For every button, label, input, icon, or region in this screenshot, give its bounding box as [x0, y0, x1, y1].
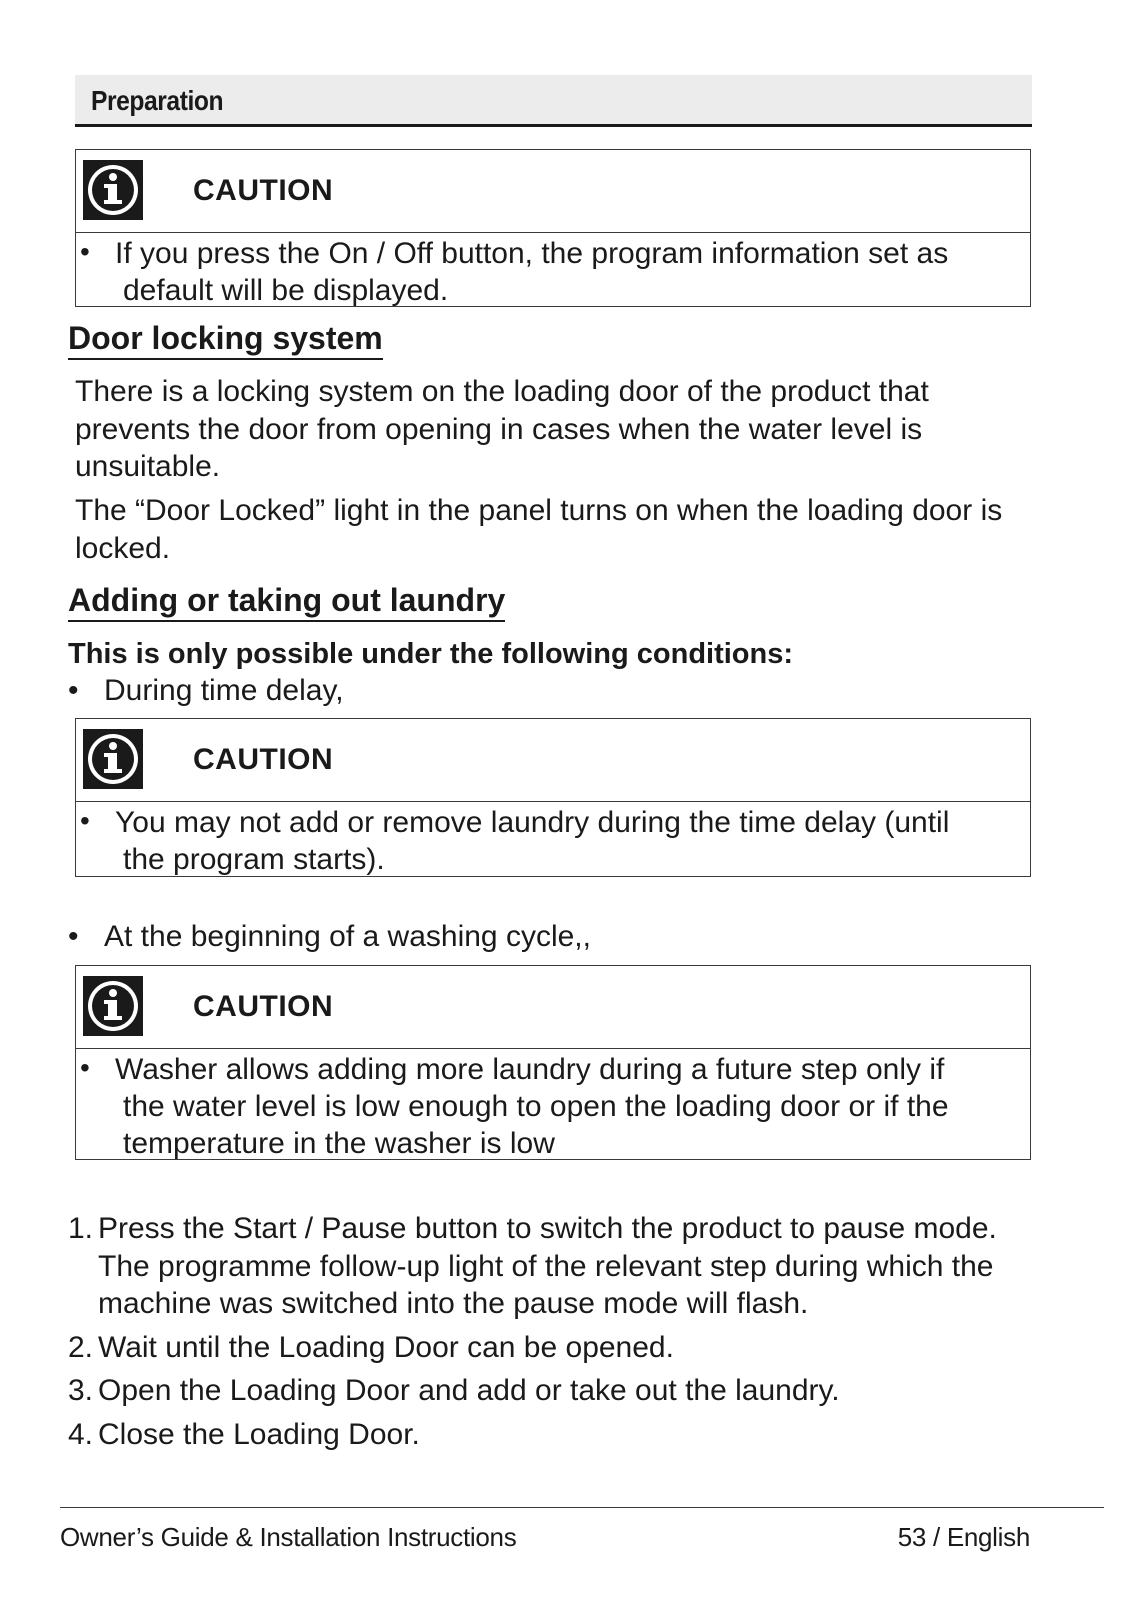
bullet-dot: • — [80, 236, 90, 267]
adding-heading: Adding or taking out laundry — [68, 582, 505, 622]
caution-title: CAUTION — [193, 743, 334, 776]
caution-line: If you press the On / Off button, the program information set as — [115, 237, 949, 270]
info-icon — [83, 160, 143, 220]
step-text: Close the Loading Door. — [98, 1417, 420, 1451]
step-number: 4. — [68, 1417, 94, 1451]
caution-body — [76, 802, 1030, 878]
caution-line: the water level is low enough to open the loading door or if the — [123, 1090, 949, 1123]
caution-body — [76, 1049, 1030, 1162]
caution-header — [76, 719, 1030, 802]
caution-line: the program starts). — [123, 843, 385, 876]
caution-box — [75, 965, 1031, 1160]
step-item — [68, 1372, 1028, 1410]
info-icon — [83, 976, 143, 1036]
bullet-washing-cycle — [68, 919, 591, 955]
step-text: Press the Start / Pause button to switch the product to pause mode. The programme follow-up light of the relevant step during which the machine was switched into the pause mode will flash. — [98, 1212, 997, 1320]
section-header — [75, 75, 1032, 127]
caution-box — [75, 149, 1031, 307]
bullet-time-delay — [68, 673, 344, 709]
section-title: Preparation — [91, 85, 224, 116]
caution-line: You may not add or remove laundry during the time delay (until — [115, 806, 950, 839]
steps-list — [68, 1210, 1028, 1459]
caution-title: CAUTION — [193, 174, 334, 207]
door-locking-heading: Door locking system — [68, 320, 383, 360]
bullet-dot: • — [68, 674, 79, 707]
caution-box — [75, 718, 1031, 877]
step-item — [68, 1329, 1028, 1367]
caution-body — [76, 233, 1030, 309]
footer-title: Owner’s Guide & Installation Instructions — [60, 1522, 517, 1552]
caution-line: temperature in the washer is low — [123, 1127, 555, 1160]
bullet-dot: • — [80, 805, 90, 836]
step-number: 3. — [68, 1374, 94, 1407]
bullet-dot: • — [68, 920, 79, 953]
step-text: Open the Loading Door and add or take out the laundry. — [98, 1374, 840, 1407]
footer-divider — [60, 1507, 1104, 1508]
door-locking-para-2: The “Door Locked” light in the panel turns on when the loading door is locked. — [75, 494, 1003, 565]
caution-line: Washer allows adding more laundry during a future step only if — [115, 1053, 945, 1086]
bullet-dot: • — [80, 1052, 90, 1083]
caution-line: default will be displayed. — [123, 274, 449, 307]
info-icon — [83, 729, 143, 789]
caution-header — [76, 966, 1030, 1049]
step-item — [68, 1416, 1028, 1454]
step-item — [68, 1210, 1028, 1323]
bullet-text: During time delay, — [104, 674, 344, 707]
caution-title: CAUTION — [193, 990, 334, 1023]
caution-header — [76, 150, 1030, 233]
step-number: 1. — [68, 1212, 94, 1245]
conditions-text: This is only possible under the following conditions: — [68, 638, 794, 670]
step-text: Wait until the Loading Door can be opened. — [98, 1330, 674, 1364]
bullet-text: At the beginning of a washing cycle,, — [104, 920, 591, 953]
step-number: 2. — [68, 1330, 94, 1364]
page-number: 53 / English — [897, 1522, 1030, 1552]
door-locking-para-1: There is a locking system on the loading door of the product that prevents the door from opening in cases when the water level is unsuitable. — [75, 375, 929, 483]
